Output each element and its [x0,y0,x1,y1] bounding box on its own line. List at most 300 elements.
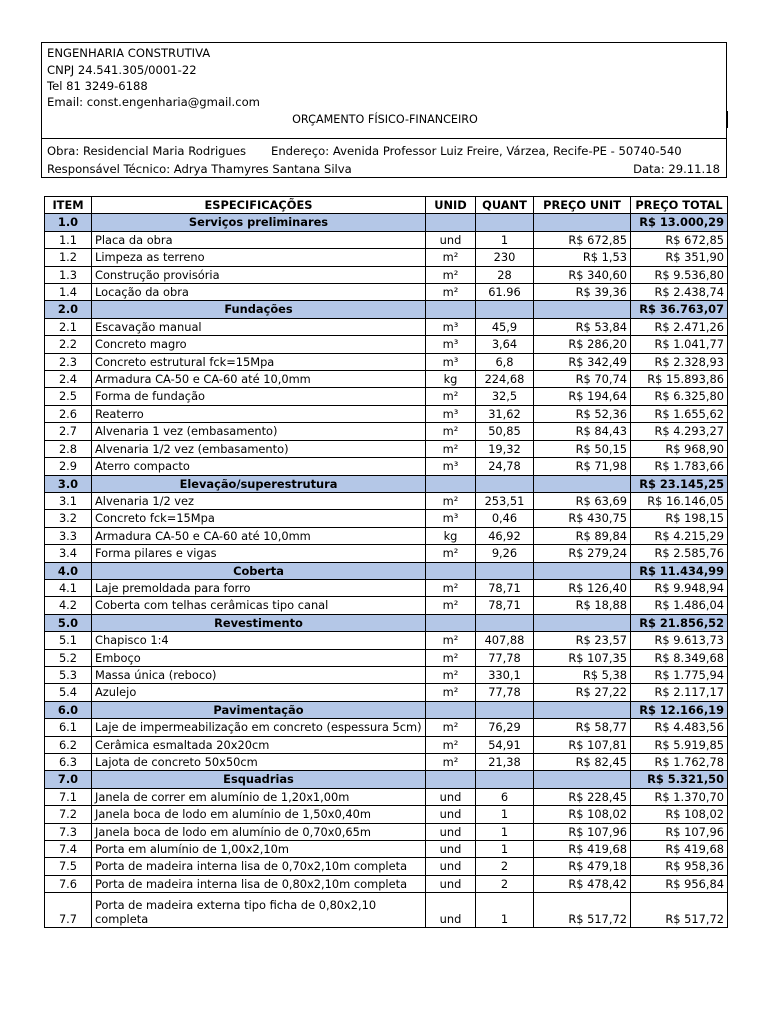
section-unit [426,301,476,318]
row-unit-price: R$ 107,35 [534,649,631,666]
row-item: 1.1 [45,231,92,248]
row-total-price: R$ 1.041,77 [631,336,728,353]
table-row [45,527,728,544]
row-total-price: R$ 1.783,66 [631,458,728,475]
header-quantity: QUANT [476,197,534,214]
row-unit-price: R$ 52,36 [534,405,631,422]
row-item: 6.2 [45,736,92,753]
section-title: Coberta [92,562,426,579]
budget-table [44,196,728,928]
table-row [45,719,728,736]
row-specification: Concreto magro [92,336,426,353]
row-specification: Construção provisória [92,266,426,283]
section-title: Revestimento [92,614,426,631]
row-specification: Forma de fundação [92,388,426,405]
row-item: 7.1 [45,788,92,805]
row-unit-price: R$ 672,85 [534,231,631,248]
row-item: 5.2 [45,649,92,666]
section-item: 4.0 [45,562,92,579]
row-quantity: 6 [476,788,534,805]
row-quantity: 230 [476,249,534,266]
row-quantity: 61.96 [476,284,534,301]
row-unit: und [426,788,476,805]
row-total-price: R$ 4.483,56 [631,719,728,736]
row-specification: Coberta com telhas cerâmicas tipo canal [92,597,426,614]
row-unit: und [426,806,476,823]
company-name: ENGENHARIA CONSTRUTIVA [47,46,211,60]
row-specification: Placa da obra [92,231,426,248]
row-item: 3.2 [45,510,92,527]
row-unit: m² [426,649,476,666]
header-box [41,42,727,178]
section-total: R$ 13.000,29 [631,214,728,231]
table-row [45,875,728,892]
project-responsible: Responsável Técnico: Adrya Thamyres Santana Silva [47,162,352,176]
row-item: 7.5 [45,858,92,875]
row-item: 2.8 [45,440,92,457]
row-item: 1.2 [45,249,92,266]
row-quantity: 2 [476,875,534,892]
row-unit-price: R$ 82,45 [534,754,631,771]
row-specification: Locação da obra [92,284,426,301]
row-quantity: 9,26 [476,545,534,562]
table-row [45,893,728,928]
row-unit-price: R$ 194,64 [534,388,631,405]
row-item: 2.9 [45,458,92,475]
row-total-price: R$ 1.486,04 [631,597,728,614]
title-divider [42,138,726,139]
section-title: Fundações [92,301,426,318]
row-unit: m² [426,684,476,701]
section-quantity [476,701,534,718]
section-quantity [476,562,534,579]
table-row [45,405,728,422]
row-item: 7.4 [45,841,92,858]
row-unit-price: R$ 71,98 [534,458,631,475]
row-item: 4.1 [45,579,92,596]
table-row [45,510,728,527]
row-unit-price: R$ 107,81 [534,736,631,753]
row-unit: m³ [426,353,476,370]
table-row [45,597,728,614]
row-unit: m³ [426,318,476,335]
table-row [45,754,728,771]
section-quantity [476,771,534,788]
row-unit: m² [426,284,476,301]
row-item: 5.1 [45,632,92,649]
row-quantity: 32,5 [476,388,534,405]
row-quantity: 77,78 [476,649,534,666]
row-item: 4.2 [45,597,92,614]
row-item: 3.1 [45,492,92,509]
table-header-row [45,197,728,214]
title-divider-tick [727,111,728,128]
row-quantity: 54,91 [476,736,534,753]
table-row [45,492,728,509]
row-unit: m³ [426,458,476,475]
row-specification: Janela de correr em alumínio de 1,20x1,00m [92,788,426,805]
row-quantity: 45,9 [476,318,534,335]
table-row [45,231,728,248]
row-unit-price: R$ 478,42 [534,875,631,892]
row-quantity: 77,78 [476,684,534,701]
row-specification: Emboço [92,649,426,666]
section-quantity [476,301,534,318]
table-row [45,458,728,475]
row-unit: m² [426,492,476,509]
section-row [45,301,728,318]
row-unit-price: R$ 50,15 [534,440,631,457]
row-unit-price: R$ 279,24 [534,545,631,562]
row-item: 3.4 [45,545,92,562]
row-item: 6.1 [45,719,92,736]
section-row [45,614,728,631]
company-phone: Tel 81 3249-6188 [47,79,148,93]
row-item: 7.2 [45,806,92,823]
row-quantity: 2 [476,858,534,875]
header-specifications: ESPECIFICAÇÕES [92,197,426,214]
row-item: 1.4 [45,284,92,301]
row-unit-price: R$ 430,75 [534,510,631,527]
row-total-price: R$ 4.215,29 [631,527,728,544]
row-quantity: 1 [476,231,534,248]
row-unit-price: R$ 286,20 [534,336,631,353]
row-total-price: R$ 958,36 [631,858,728,875]
row-specification: Porta de madeira interna lisa de 0,70x2,10m completa [92,858,426,875]
row-total-price: R$ 1.370,70 [631,788,728,805]
row-unit-price: R$ 58,77 [534,719,631,736]
row-specification: Lajota de concreto 50x50cm [92,754,426,771]
header-unit: UNID [426,197,476,214]
row-unit: kg [426,371,476,388]
row-specification: Concreto fck=15Mpa [92,510,426,527]
row-total-price: R$ 351,90 [631,249,728,266]
row-total-price: R$ 2.117,17 [631,684,728,701]
row-total-price: R$ 2.585,76 [631,545,728,562]
row-quantity: 31,62 [476,405,534,422]
table-row [45,336,728,353]
table-row [45,423,728,440]
row-unit-price: R$ 419,68 [534,841,631,858]
row-item: 7.3 [45,823,92,840]
row-item: 2.3 [45,353,92,370]
row-specification: Porta de madeira externa tipo ficha de 0,80x2,10 completa [92,893,426,928]
row-total-price: R$ 198,15 [631,510,728,527]
row-unit: m² [426,545,476,562]
section-unit-price [534,701,631,718]
row-quantity: 24,78 [476,458,534,475]
row-unit: m² [426,423,476,440]
row-unit: m³ [426,336,476,353]
row-unit: m² [426,579,476,596]
row-quantity: 224,68 [476,371,534,388]
row-specification: Aterro compacto [92,458,426,475]
row-quantity: 19,32 [476,440,534,457]
row-unit: m² [426,440,476,457]
row-unit-price: R$ 27,22 [534,684,631,701]
row-item: 1.3 [45,266,92,283]
row-unit: und [426,841,476,858]
row-unit-price: R$ 340,60 [534,266,631,283]
row-unit: m² [426,388,476,405]
row-item: 6.3 [45,754,92,771]
row-unit: m² [426,249,476,266]
row-specification: Laje premoldada para forro [92,579,426,596]
row-specification: Limpeza as terreno [92,249,426,266]
row-total-price: R$ 419,68 [631,841,728,858]
section-title: Pavimentação [92,701,426,718]
row-specification: Laje de impermeabilização em concreto (espessura 5cm) [92,719,426,736]
row-total-price: R$ 9.948,94 [631,579,728,596]
row-quantity: 330,1 [476,666,534,683]
row-quantity: 78,71 [476,597,534,614]
row-specification: Armadura CA-50 e CA-60 até 10,0mm [92,527,426,544]
row-specification: Reaterro [92,405,426,422]
budget-table-body [45,214,728,928]
row-item: 2.2 [45,336,92,353]
row-unit: und [426,231,476,248]
table-row [45,388,728,405]
row-total-price: R$ 8.349,68 [631,649,728,666]
section-total: R$ 36.763,07 [631,301,728,318]
row-specification: Cerâmica esmaltada 20x20cm [92,736,426,753]
table-row [45,249,728,266]
table-row [45,545,728,562]
row-unit: m³ [426,405,476,422]
row-unit: m² [426,719,476,736]
row-specification: Armadura CA-50 e CA-60 até 10,0mm [92,371,426,388]
row-unit: und [426,875,476,892]
row-item: 5.4 [45,684,92,701]
section-item: 5.0 [45,614,92,631]
row-unit-price: R$ 107,96 [534,823,631,840]
row-unit-price: R$ 89,84 [534,527,631,544]
document-title: ORÇAMENTO FÍSICO-FINANCEIRO [292,113,478,126]
row-quantity: 76,29 [476,719,534,736]
row-quantity: 253,51 [476,492,534,509]
section-title: Serviços preliminares [92,214,426,231]
table-row [45,318,728,335]
row-unit-price: R$ 228,45 [534,788,631,805]
table-row [45,684,728,701]
row-specification: Alvenaria 1/2 vez (embasamento) [92,440,426,457]
row-total-price: R$ 107,96 [631,823,728,840]
row-item: 2.1 [45,318,92,335]
table-row [45,266,728,283]
row-unit-price: R$ 70,74 [534,371,631,388]
row-quantity: 21,38 [476,754,534,771]
section-unit-price [534,301,631,318]
row-total-price: R$ 15.893,86 [631,371,728,388]
row-specification: Concreto estrutural fck=15Mpa [92,353,426,370]
table-row [45,806,728,823]
section-quantity [476,475,534,492]
table-row [45,788,728,805]
section-unit-price [534,614,631,631]
row-total-price: R$ 1.775,94 [631,666,728,683]
row-unit-price: R$ 517,72 [534,893,631,928]
row-unit-price: R$ 53,84 [534,318,631,335]
company-cnpj: CNPJ 24.541.305/0001-22 [47,63,197,77]
company-email: Email: const.engenharia@gmail.com [47,95,260,109]
row-quantity: 6,8 [476,353,534,370]
table-row [45,284,728,301]
section-unit [426,214,476,231]
row-unit-price: R$ 342,49 [534,353,631,370]
row-unit: und [426,893,476,928]
section-total: R$ 23.145,25 [631,475,728,492]
row-total-price: R$ 956,84 [631,875,728,892]
row-unit-price: R$ 23,57 [534,632,631,649]
row-item: 7.7 [45,893,92,928]
section-row [45,562,728,579]
row-quantity: 3,64 [476,336,534,353]
row-quantity: 28 [476,266,534,283]
section-item: 1.0 [45,214,92,231]
section-row [45,771,728,788]
row-item: 2.6 [45,405,92,422]
row-unit: m² [426,266,476,283]
row-unit: und [426,858,476,875]
row-total-price: R$ 1.762,78 [631,754,728,771]
section-total: R$ 12.166,19 [631,701,728,718]
row-total-price: R$ 16.146,05 [631,492,728,509]
section-total: R$ 11.434,99 [631,562,728,579]
row-total-price: R$ 6.325,80 [631,388,728,405]
row-total-price: R$ 108,02 [631,806,728,823]
project-date: Data: 29.11.18 [633,162,720,176]
row-unit-price: R$ 18,88 [534,597,631,614]
row-item: 2.7 [45,423,92,440]
row-quantity: 50,85 [476,423,534,440]
table-row [45,579,728,596]
row-unit: kg [426,527,476,544]
row-total-price: R$ 968,90 [631,440,728,457]
section-unit-price [534,771,631,788]
row-item: 7.6 [45,875,92,892]
section-row [45,475,728,492]
section-unit [426,614,476,631]
section-item: 6.0 [45,701,92,718]
row-specification: Alvenaria 1 vez (embasamento) [92,423,426,440]
row-total-price: R$ 2.438,74 [631,284,728,301]
row-specification: Janela boca de lodo em alumínio de 1,50x0,40m [92,806,426,823]
row-specification: Escavação manual [92,318,426,335]
row-item: 2.5 [45,388,92,405]
row-unit-price: R$ 479,18 [534,858,631,875]
section-row [45,701,728,718]
row-unit: m² [426,666,476,683]
row-total-price: R$ 672,85 [631,231,728,248]
table-row [45,736,728,753]
row-unit: m² [426,736,476,753]
table-row [45,371,728,388]
row-quantity: 78,71 [476,579,534,596]
section-total: R$ 5.321,50 [631,771,728,788]
section-unit-price [534,475,631,492]
row-total-price: R$ 4.293,27 [631,423,728,440]
section-title: Elevação/superestrutura [92,475,426,492]
row-quantity: 1 [476,893,534,928]
row-quantity: 1 [476,806,534,823]
header-item: ITEM [45,197,92,214]
row-quantity: 1 [476,823,534,840]
table-row [45,666,728,683]
row-unit: m³ [426,510,476,527]
project-obra: Obra: Residencial Maria Rodrigues [47,144,247,158]
section-unit [426,562,476,579]
row-unit: und [426,823,476,840]
row-total-price: R$ 9.613,73 [631,632,728,649]
table-row [45,649,728,666]
row-unit-price: R$ 63,69 [534,492,631,509]
section-unit [426,771,476,788]
row-unit: m² [426,632,476,649]
row-total-price: R$ 2.328,93 [631,353,728,370]
row-unit-price: R$ 1,53 [534,249,631,266]
section-unit-price [534,214,631,231]
table-row [45,353,728,370]
row-unit: m² [426,597,476,614]
row-unit-price: R$ 5,38 [534,666,631,683]
row-unit: m² [426,754,476,771]
table-row [45,858,728,875]
section-quantity [476,614,534,631]
section-unit [426,701,476,718]
section-row [45,214,728,231]
row-item: 2.4 [45,371,92,388]
row-specification: Chapisco 1:4 [92,632,426,649]
row-quantity: 1 [476,841,534,858]
row-item: 5.3 [45,666,92,683]
row-total-price: R$ 1.655,62 [631,405,728,422]
project-address: Endereço: Avenida Professor Luiz Freire, Várzea, Recife-PE - 50740-540 [271,144,682,158]
row-total-price: R$ 517,72 [631,893,728,928]
row-quantity: 407,88 [476,632,534,649]
row-item: 3.3 [45,527,92,544]
header-total-price: PREÇO TOTAL [631,197,728,214]
row-total-price: R$ 9.536,80 [631,266,728,283]
row-specification: Alvenaria 1/2 vez [92,492,426,509]
row-specification: Massa única (reboco) [92,666,426,683]
row-total-price: R$ 2.471,26 [631,318,728,335]
row-specification: Azulejo [92,684,426,701]
row-quantity: 0,46 [476,510,534,527]
row-unit-price: R$ 39,36 [534,284,631,301]
table-row [45,632,728,649]
section-quantity [476,214,534,231]
table-row [45,440,728,457]
row-specification: Forma pilares e vigas [92,545,426,562]
section-item: 7.0 [45,771,92,788]
row-specification: Porta em alumínio de 1,00x2,10m [92,841,426,858]
row-specification: Porta de madeira interna lisa de 0,80x2,10m completa [92,875,426,892]
table-row [45,841,728,858]
row-total-price: R$ 5.919,85 [631,736,728,753]
section-unit-price [534,562,631,579]
row-unit-price: R$ 84,43 [534,423,631,440]
header-unit-price: PREÇO UNIT [534,197,631,214]
row-unit-price: R$ 108,02 [534,806,631,823]
section-title: Esquadrias [92,771,426,788]
section-item: 3.0 [45,475,92,492]
section-total: R$ 21.856,52 [631,614,728,631]
row-quantity: 46,92 [476,527,534,544]
section-unit [426,475,476,492]
row-unit-price: R$ 126,40 [534,579,631,596]
row-specification: Janela boca de lodo em alumínio de 0,70x0,65m [92,823,426,840]
table-row [45,823,728,840]
